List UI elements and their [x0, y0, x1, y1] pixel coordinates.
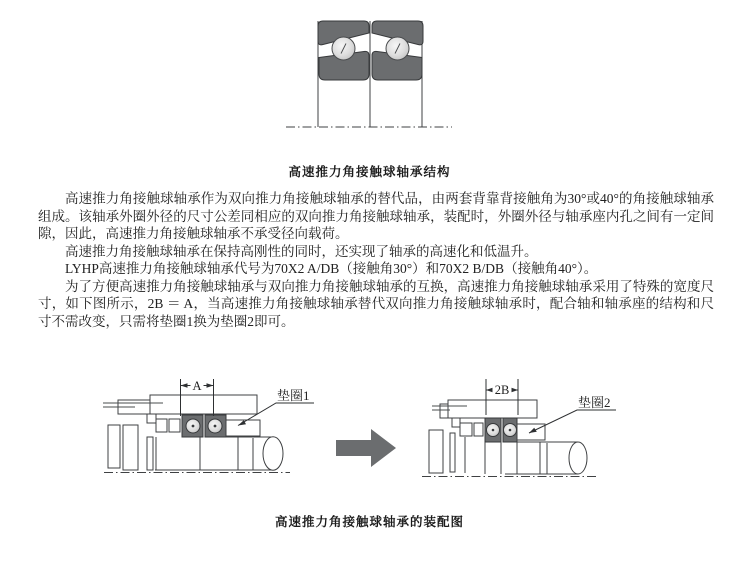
shaft-end [263, 437, 283, 470]
shaft-end [569, 442, 587, 474]
paragraph-performance: 高速推力角接触球轴承在保持高刚性的同时，还实现了轴承的高速化和低温升。 [65, 243, 538, 259]
washer-1-label: 垫圈1 [277, 388, 310, 403]
dimension-A-label: A [192, 379, 202, 393]
washer-2-callout [529, 395, 616, 433]
article-body [38, 190, 714, 330]
dimension-2B-label: 2B [494, 383, 510, 397]
structure-figure [286, 21, 452, 127]
housing-block [150, 395, 257, 414]
paragraph-designation: LYHP高速推力角接触球轴承代号为70X2 A/DB（接触角30°）和70X2 B/DB（接触角40°）。 [65, 261, 598, 276]
paragraph-interchange: 为了方便高速推力角接触球轴承与双向推力角接触球轴承的互换，高速推力角接触球轴承采用了特殊的宽度尺寸，如下图所示，2B ＝ A，当高速推力角接触球轴承替代双向推力角接触球轴承时，配合轴和轴承座的结构和尺寸不需改变，只需将垫圈1换为垫圈2即可。 [38, 278, 714, 329]
housing-block [448, 400, 537, 418]
conversion-arrow-icon [336, 429, 396, 467]
structure-figure-caption: 高速推力角接触球轴承结构 [288, 165, 451, 179]
assembly-before-figure [103, 379, 314, 473]
paragraph-intro: 高速推力角接触球轴承作为双向推力角接触球轴承的替代品，由两套背靠背接触角为30°或40°的角接触球轴承组成。该轴承外圈外径的尺寸公差同相应的双向推力角接触球轴承，装配时，外圈外径与轴承座内孔之间有一定间隙，因此，高速推力角接触球轴承不承受径向载荷。 [38, 191, 714, 241]
assembly-figure-caption: 高速推力角接触球轴承的装配图 [274, 515, 464, 529]
assembly-after-figure [422, 379, 616, 477]
washer-2-label: 垫圈2 [578, 395, 611, 410]
